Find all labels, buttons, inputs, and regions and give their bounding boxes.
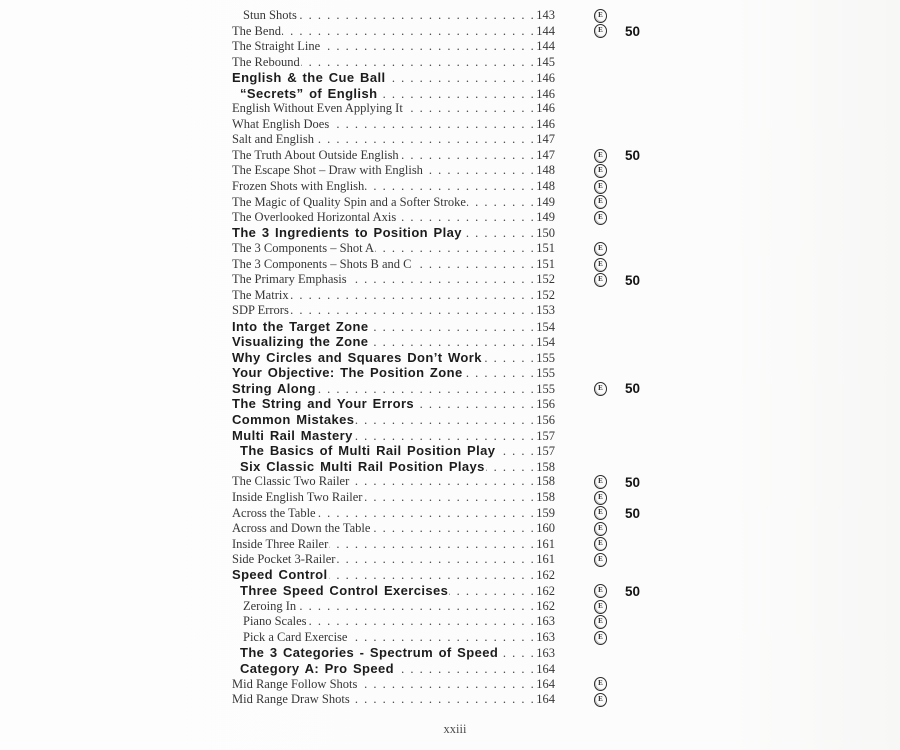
toc-entry-label: Side Pocket 3-Railer xyxy=(232,552,336,567)
toc-entry xyxy=(232,303,555,319)
dot-leader xyxy=(486,460,535,475)
toc-entry xyxy=(232,396,555,412)
dot-leader xyxy=(369,320,535,335)
toc-page-number: 161 xyxy=(536,552,555,567)
dot-leader xyxy=(348,272,536,287)
toc-entry xyxy=(232,241,555,257)
toc-page-number: 155 xyxy=(536,350,555,365)
toc-entry-label: The Overlooked Horizontal Axis xyxy=(232,210,397,225)
circled-e-icon: E xyxy=(594,522,607,536)
toc-row xyxy=(232,132,655,148)
toc-entry-label: Your Objective: The Position Zone xyxy=(232,365,463,381)
toc-entry-label: Into the Target Zone xyxy=(232,318,369,334)
toc-entry-label: The 3 Components – Shots B and C xyxy=(232,256,412,271)
dot-leader xyxy=(369,335,535,350)
toc-page-number: 161 xyxy=(536,536,555,551)
circled-e-icon: E xyxy=(594,584,607,598)
toc-row xyxy=(232,101,655,117)
marker-slot xyxy=(593,149,608,163)
circled-e-icon: E xyxy=(594,631,607,645)
circled-e-icon: E xyxy=(594,195,607,209)
toc-row xyxy=(232,366,655,382)
toc-entry-label: Common Mistakes xyxy=(232,412,355,427)
toc-row xyxy=(232,55,655,71)
toc-page-number: 156 xyxy=(536,397,555,412)
toc-page-number: 155 xyxy=(536,381,555,396)
dot-leader xyxy=(363,490,535,505)
toc-entry xyxy=(232,70,555,86)
toc-entry xyxy=(232,55,555,71)
toc-row xyxy=(232,474,655,490)
toc-page-number: 148 xyxy=(536,163,555,178)
dot-leader xyxy=(386,71,535,86)
toc-row xyxy=(232,537,655,553)
toc-page-number: 152 xyxy=(536,287,555,302)
dot-leader xyxy=(348,630,535,645)
toc-page-number: 154 xyxy=(536,319,555,334)
dot-leader xyxy=(330,117,535,132)
toc-page-number: 146 xyxy=(536,116,555,131)
marker-slot xyxy=(593,258,608,272)
toc-page-number: 144 xyxy=(536,23,555,38)
toc-row xyxy=(232,661,655,677)
toc-entry xyxy=(232,288,555,304)
dot-leader xyxy=(297,599,535,614)
toc-entry xyxy=(232,474,555,490)
toc-entry-label: The Classic Two Railer xyxy=(232,474,350,489)
marker-slot xyxy=(593,553,608,567)
dot-leader xyxy=(317,382,535,397)
marker-slot xyxy=(593,491,608,505)
toc-page-number: 163 xyxy=(536,629,555,644)
circled-e-icon: E xyxy=(594,211,607,225)
toc-page-number: 146 xyxy=(536,101,555,116)
circled-e-icon: E xyxy=(594,475,607,489)
dot-leader xyxy=(483,351,535,366)
toc-entry xyxy=(232,101,555,117)
toc-page-number: 149 xyxy=(536,194,555,209)
toc-entry xyxy=(232,614,555,630)
toc-entry xyxy=(232,506,555,522)
dot-leader xyxy=(315,132,535,147)
toc-row xyxy=(232,677,655,693)
toc-page-number: 158 xyxy=(536,474,555,489)
toc-row xyxy=(232,630,655,646)
toc-row xyxy=(232,70,655,86)
toc-page-number: 162 xyxy=(536,584,555,599)
toc-entry xyxy=(232,365,555,381)
dot-leader xyxy=(375,241,535,256)
dot-leader xyxy=(308,614,536,629)
toc-row xyxy=(232,8,655,24)
toc-entry xyxy=(232,86,555,102)
toc-entry xyxy=(232,272,555,288)
toc-row xyxy=(232,303,655,319)
dot-leader xyxy=(415,397,535,412)
toc-entry-label: The Rebound xyxy=(232,54,300,69)
page-footer-roman-numeral: xxiii xyxy=(443,722,467,736)
toc-page-number: 160 xyxy=(536,521,555,536)
toc-page-number: 164 xyxy=(536,661,555,676)
toc-entry-label: Frozen Shots with English xyxy=(232,179,365,194)
toc-entry xyxy=(232,210,555,226)
marker-slot xyxy=(593,677,608,691)
dot-leader xyxy=(463,226,535,241)
toc-entry xyxy=(232,334,555,350)
marker-slot xyxy=(593,180,608,194)
toc-entry xyxy=(232,599,555,615)
toc-row xyxy=(232,257,655,273)
toc-row xyxy=(232,334,655,350)
toc-entry-label: SDP Errors xyxy=(232,303,289,318)
dot-leader xyxy=(378,87,535,102)
circled-e-icon: E xyxy=(594,24,607,38)
toc-row xyxy=(232,428,655,444)
marker-slot xyxy=(593,584,608,598)
toc-entry xyxy=(232,179,555,195)
dot-leader xyxy=(282,24,535,39)
circled-e-icon: E xyxy=(594,164,607,178)
toc-entry xyxy=(232,443,555,459)
toc-row xyxy=(232,288,655,304)
toc-entry-label: Inside English Two Railer xyxy=(232,489,363,504)
toc-row xyxy=(232,490,655,506)
drill-number: 50 xyxy=(625,474,641,490)
dot-leader xyxy=(467,195,535,210)
toc-entry-label: Six Classic Multi Rail Position Plays xyxy=(240,458,485,474)
toc-row xyxy=(232,521,655,537)
toc-row xyxy=(232,117,655,133)
toc-entry xyxy=(232,537,555,553)
toc-entry xyxy=(232,630,555,646)
toc-row xyxy=(232,163,655,179)
toc-entry xyxy=(232,567,555,583)
toc-row xyxy=(232,272,655,288)
marker-slot xyxy=(593,195,608,209)
toc-entry xyxy=(232,257,555,273)
marker-slot xyxy=(593,164,608,178)
dot-leader xyxy=(354,429,536,444)
toc-entry-label: The 3 Components – Shot A xyxy=(232,241,375,256)
toc-page-number: 153 xyxy=(536,303,555,318)
dot-leader xyxy=(395,662,535,677)
toc-row xyxy=(232,583,655,599)
dot-leader xyxy=(400,148,536,163)
dot-leader xyxy=(355,413,535,428)
toc-entry xyxy=(232,195,555,211)
circled-e-icon: E xyxy=(594,382,607,396)
toc-page-number: 157 xyxy=(536,428,555,443)
dot-leader xyxy=(365,179,535,194)
drill-number: 50 xyxy=(625,148,641,164)
dot-leader xyxy=(351,692,536,707)
toc-page-number: 158 xyxy=(536,489,555,504)
marker-slot xyxy=(593,693,608,707)
toc-row xyxy=(232,241,655,257)
toc-page-number: 158 xyxy=(536,459,555,474)
toc-entry-label: The String and Your Errors xyxy=(232,396,415,412)
circled-e-icon: E xyxy=(594,600,607,614)
toc-row xyxy=(232,39,655,55)
circled-e-icon: E xyxy=(594,273,607,287)
toc-entry-label: Multi Rail Mastery xyxy=(232,427,353,443)
dot-leader xyxy=(464,366,536,381)
circled-e-icon: E xyxy=(594,149,607,163)
toc-entry-label: The 3 Ingredients to Position Play xyxy=(232,225,462,241)
toc-row xyxy=(232,86,655,102)
toc-entry xyxy=(232,132,555,148)
dot-leader xyxy=(317,506,536,521)
toc-page-number: 146 xyxy=(536,86,555,101)
toc-row xyxy=(232,552,655,568)
marker-slot xyxy=(593,9,608,23)
toc-page-number: 150 xyxy=(536,226,555,241)
toc-row xyxy=(232,397,655,413)
toc-entry-label: Piano Scales xyxy=(243,614,307,629)
toc-entry-label: Why Circles and Squares Don’t Work xyxy=(232,349,482,365)
toc-entry-label: The Basics of Multi Rail Position Play xyxy=(240,443,496,459)
dot-leader xyxy=(424,163,535,178)
marker-slot xyxy=(593,537,608,551)
toc-page-number: 162 xyxy=(536,598,555,613)
toc-entry xyxy=(232,117,555,133)
toc-entry xyxy=(232,490,555,506)
toc-row xyxy=(232,24,655,40)
toc-entry-label: Three Speed Control Exercises xyxy=(240,583,449,599)
marker-slot xyxy=(593,242,608,256)
toc-row xyxy=(232,614,655,630)
marker-slot xyxy=(593,475,608,489)
dot-leader xyxy=(413,257,536,272)
toc-entry xyxy=(232,412,555,428)
drill-number: 50 xyxy=(625,381,641,397)
toc-page-number: 151 xyxy=(536,256,555,271)
dot-leader xyxy=(298,8,535,23)
marker-slot xyxy=(593,600,608,614)
toc-row xyxy=(232,148,655,164)
toc-entry-label: The Escape Shot – Draw with English xyxy=(232,163,423,178)
toc-entry xyxy=(232,677,555,693)
toc-entry-label: The Matrix xyxy=(232,287,289,302)
toc-entry xyxy=(232,39,555,55)
toc-page-number: 157 xyxy=(536,444,555,459)
toc-row xyxy=(232,692,655,708)
toc-entry-label: Mid Range Follow Shots xyxy=(232,676,358,691)
dot-leader xyxy=(449,584,535,599)
toc-page-number: 145 xyxy=(536,54,555,69)
marker-slot xyxy=(593,522,608,536)
toc-row xyxy=(232,226,655,242)
marker-slot xyxy=(593,382,608,396)
toc-entry-label: Speed Control xyxy=(232,567,328,583)
toc-page-number: 152 xyxy=(536,272,555,287)
marker-slot xyxy=(593,273,608,287)
toc-entry-label: What English Does xyxy=(232,116,330,131)
toc-entry-label: The 3 Categories - Spectrum of Speed xyxy=(240,645,499,661)
toc-entry-label: Salt and English xyxy=(232,132,314,147)
dot-leader xyxy=(290,303,535,318)
toc-row xyxy=(232,195,655,211)
toc-page-number: 164 xyxy=(536,676,555,691)
toc-page-number: 154 xyxy=(536,335,555,350)
dot-leader xyxy=(397,210,535,225)
marker-slot xyxy=(593,506,608,520)
toc-row xyxy=(232,319,655,335)
toc-entry-label: Across the Table xyxy=(232,505,316,520)
toc-row xyxy=(232,459,655,475)
toc-entry xyxy=(232,552,555,568)
dot-leader xyxy=(404,101,535,116)
circled-e-icon: E xyxy=(594,615,607,629)
toc-page-number: 148 xyxy=(536,179,555,194)
dot-leader xyxy=(290,288,536,303)
marker-slot xyxy=(593,615,608,629)
dot-leader xyxy=(336,552,535,567)
circled-e-icon: E xyxy=(594,677,607,691)
toc-row xyxy=(232,179,655,195)
toc-row xyxy=(232,506,655,522)
circled-e-icon: E xyxy=(594,537,607,551)
dot-leader xyxy=(499,646,535,661)
toc-row xyxy=(232,350,655,366)
toc-entry xyxy=(232,381,555,397)
toc-page-number: 146 xyxy=(536,70,555,85)
toc-page-number: 147 xyxy=(536,147,555,162)
toc-entry-label: The Straight Line xyxy=(232,39,321,54)
toc-entry xyxy=(232,319,555,335)
toc-page-number: 162 xyxy=(536,568,555,583)
toc-entry-label: English & the Cue Ball xyxy=(232,69,386,85)
toc-row xyxy=(232,443,655,459)
toc-row xyxy=(232,381,655,397)
dot-leader xyxy=(321,39,535,54)
toc-page-number: 149 xyxy=(536,210,555,225)
toc-list xyxy=(232,8,655,708)
toc-page-number: 151 xyxy=(536,241,555,256)
toc-entry xyxy=(232,24,555,40)
toc-entry xyxy=(232,645,555,661)
toc-page-number: 156 xyxy=(536,413,555,427)
dot-leader xyxy=(496,444,535,459)
toc-entry-label: English Without Even Applying It xyxy=(232,101,403,116)
toc-entry xyxy=(232,428,555,444)
toc-entry-label: Mid Range Draw Shots xyxy=(232,692,350,707)
toc-page-number: 144 xyxy=(536,39,555,54)
circled-e-icon: E xyxy=(594,180,607,194)
toc-row xyxy=(232,568,655,584)
toc-row xyxy=(232,210,655,226)
circled-e-icon: E xyxy=(594,9,607,23)
drill-number: 50 xyxy=(625,272,641,288)
toc-entry xyxy=(232,163,555,179)
toc-page-number: 143 xyxy=(536,8,555,22)
toc-entry-label: Category A: Pro Speed xyxy=(240,660,395,676)
circled-e-icon: E xyxy=(594,553,607,567)
toc-page-number: 159 xyxy=(536,505,555,520)
circled-e-icon: E xyxy=(594,242,607,256)
dot-leader xyxy=(350,474,535,489)
circled-e-icon: E xyxy=(594,693,607,707)
toc-entry-label: “Secrets” of English xyxy=(240,85,378,101)
toc-entry-label: Across and Down the Table xyxy=(232,521,371,536)
dot-leader xyxy=(329,568,536,583)
circled-e-icon: E xyxy=(594,258,607,272)
marker-slot xyxy=(593,211,608,225)
toc-page-number: 163 xyxy=(536,614,555,629)
toc-entry xyxy=(232,692,555,708)
toc-entry xyxy=(232,459,555,475)
dot-leader xyxy=(329,537,535,552)
drill-number: 50 xyxy=(625,23,641,39)
dot-leader xyxy=(301,55,536,70)
toc-page-number: 163 xyxy=(536,646,555,661)
toc-page-number: 147 xyxy=(536,132,555,147)
dot-leader xyxy=(371,521,535,536)
toc-entry-label: Stun Shots xyxy=(243,8,297,22)
circled-e-icon: E xyxy=(594,491,607,505)
toc-entry-label: Visualizing the Zone xyxy=(232,334,369,350)
toc-entry xyxy=(232,225,555,241)
toc-entry-label: Pick a Card Exercise xyxy=(243,629,348,644)
toc-entry-label: Inside Three Railer xyxy=(232,536,329,551)
toc-entry-label: The Magic of Quality Spin and a Softer Stroke xyxy=(232,194,466,209)
toc-page-number: 164 xyxy=(536,692,555,707)
marker-slot xyxy=(593,24,608,38)
toc-entry xyxy=(232,521,555,537)
toc-row xyxy=(232,599,655,615)
dot-leader xyxy=(358,677,535,692)
drill-number: 50 xyxy=(625,583,641,599)
toc-entry-label: Zeroing In xyxy=(243,598,297,613)
circled-e-icon: E xyxy=(594,506,607,520)
toc-entry-label: The Truth About Outside English xyxy=(232,147,399,162)
drill-number: 50 xyxy=(625,505,641,521)
marker-slot xyxy=(593,631,608,645)
toc-row xyxy=(232,645,655,661)
toc-row xyxy=(232,412,655,428)
toc-entry xyxy=(232,350,555,366)
toc-entry-label: The Bend xyxy=(232,23,281,38)
toc-entry xyxy=(232,148,555,164)
toc-entry-label: The Primary Emphasis xyxy=(232,272,347,287)
toc-entry xyxy=(232,583,555,599)
toc-page-number: 155 xyxy=(536,366,555,381)
toc-entry xyxy=(232,661,555,677)
toc-entry-label: String Along xyxy=(232,380,316,396)
toc-entry xyxy=(232,8,555,24)
